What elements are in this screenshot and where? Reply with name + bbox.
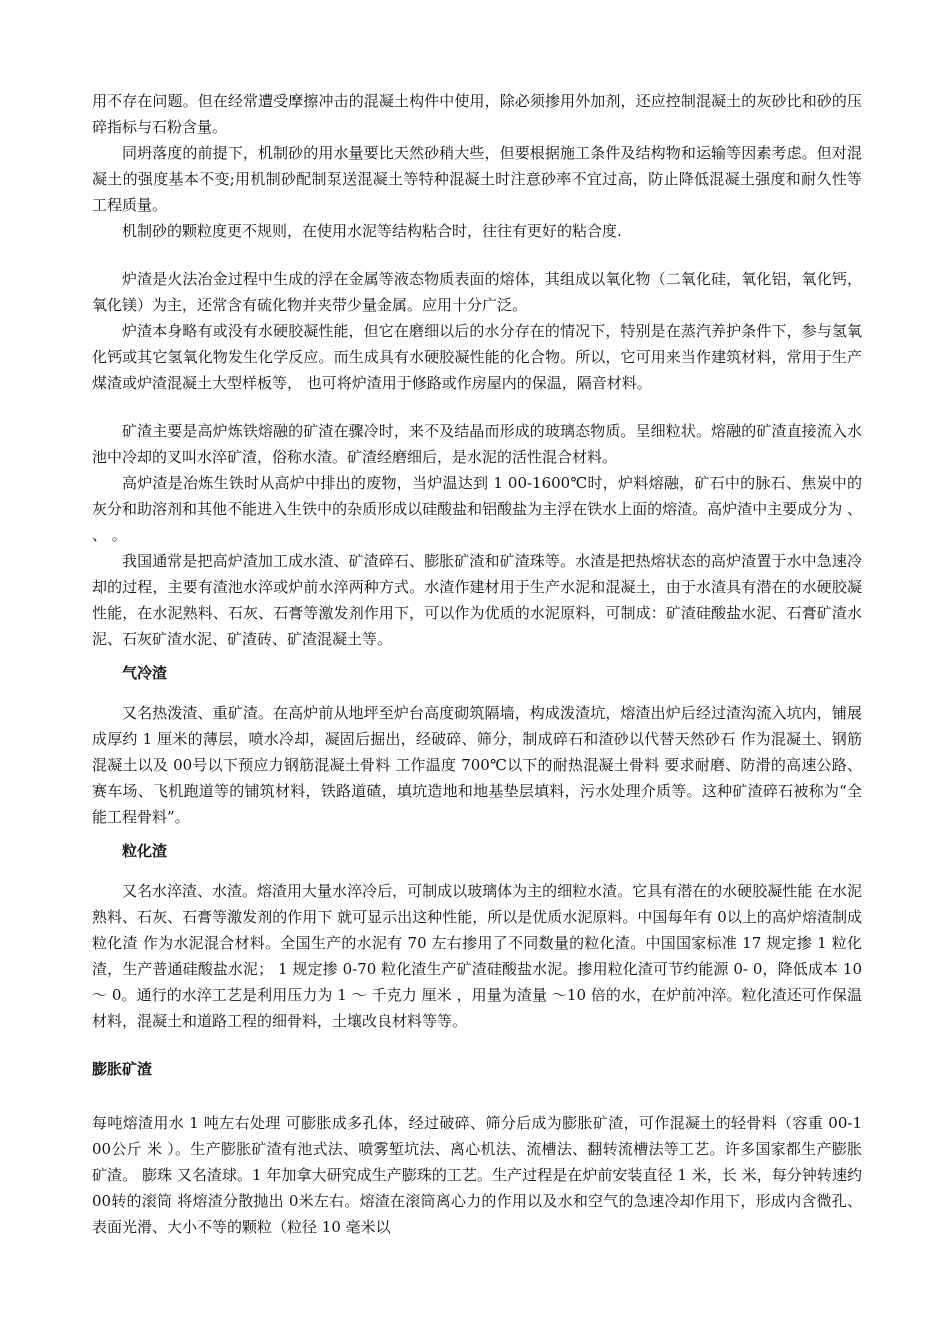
paragraph: 炉渣是火法冶金过程中生成的浮在金属等液态物质表面的熔体，其组成以氧化物（二氧化硅，氧化铝，氧化钙，氧化镁）为主，还常含有硫化物并夹带少量金属。应用十分广泛。 (92, 270, 862, 314)
paragraph: 用不存在问题。但在经常遭受摩擦冲击的混凝土构件中使用，除必须掺用外加剂，还应控制混凝土的灰砂比和砂的压碎指标与石粉含量。 (92, 92, 862, 136)
paragraph: 矿渣主要是高炉炼铁熔融的矿渣在骤冷时，来不及结晶而形成的玻璃态物质。呈细粒状。熔融的矿渣直接流入水池中冷却的叉叫水淬矿渣，俗称水渣。矿渣经磨细后，是水泥的活性混合材料。 (92, 422, 862, 466)
paragraph: 炉渣本身略有或没有水硬胶凝性能，但它在磨细以后的水分存在的情况下，特别是在蒸汽养护条件下，参与氢氧化钙或其它氢氧化物发生化学反应。而生成具有水硬胶凝性能的化合物。所以，它可用来当作建筑材料，常用于生产煤渣或炉渣混凝土大型样板等， 也可将炉渣用于修路或作房屋内的保温，隔音材料。 (92, 322, 862, 392)
paragraph: 每吨熔渣用水 1 吨左右处理 可膨胀成多孔体，经过破碎、筛分后成为膨胀矿渣，可作混凝土的轻骨料（容重 00-1 00公斤 米 ）。生产膨胀矿渣有池式法、喷雾堑坑法、离心机法、流槽法、翻转流槽法等工艺。许多国家都生产膨胀矿渣。 膨珠 又名渣球。1 年加拿大研究成生产膨珠的工艺。生产过程是在炉前安装直径 1 米，长 米，每分钟转速约 00转的滚筒 将熔渣分散抛出 0米左右。熔渣在滚筒离心力的作用以及水和空气的急速冷却作用下，形成内含微孔、表面光滑、大小不等的颗粒（粒径 10 毫米以 (92, 1114, 862, 1236)
paragraph: 又名水淬渣、水渣。熔渣用大量水淬冷后，可制成以玻璃体为主的细粒水渣。它具有潜在的水硬胶凝性能 在水泥熟料、石灰、石膏等激发剂的作用下 就可显示出这种性能，所以是优质水泥原料。中国每年有 0以上的高炉熔渣制成粒化渣 作为水泥混合材料。全国生产的水泥有 70 左右掺用了不同数量的粒化渣。中国国家标准 17 规定掺 1 粒化渣，生产普通硅酸盐水泥； 1 规定掺 0-70 粒化渣生产矿渣硅酸盐水泥。掺用粒化渣可节约能源 0- 0，降低成本 10～ 0。通行的水淬工艺是利用压力为 1 ～ 千克力 厘米 ，用量为渣量 ～10 倍的水，在炉前冲淬。粒化渣还可作保温材料，混凝土和道路工程的细骨料，土壤改良材料等等。 (92, 882, 862, 1030)
paragraph: 又名热泼渣、重矿渣。在高炉前从地坪至炉台高度砌筑隔墙，构成泼渣坑，熔渣出炉后经过渣沟流入坑内，铺展成厚约 1 厘米的薄层，喷水冷却，凝固后掘出，经破碎、筛分，制成碎石和渣砂以代替天然砂石 作为混凝土、钢筋混凝土以及 00号以下预应力钢筋混凝土骨料 工作温度 700℃以下的耐热混凝土骨料 要求耐磨、防滑的高速公路、赛车场、飞机跑道等的铺筑材料，铁路道碴，填坑造地和地基垫层填料，污水处理介质等。这种矿渣碎石被称为“全能工程骨料”。 (92, 704, 862, 826)
paragraph: 我国通常是把高炉渣加工成水渣、矿渣碎石、膨胀矿渣和矿渣珠等。水渣是把热熔状态的高炉渣置于水中急速冷却的过程，主要有渣池水淬或炉前水淬两种方式。水渣作建材用于生产水泥和混凝土，由于水渣具有潜在的水硬胶凝性能，在水泥熟料、石灰、石膏等激发剂作用下，可以作为优质的水泥原料，可制成：矿渣硅酸盐水泥、石膏矿渣水泥、石灰矿渣水泥、矿渣砖、矿渣混凝土等。 (92, 552, 862, 648)
paragraph: 同坍落度的前提下，机制砂的用水量要比天然砂稍大些，但要根据施工条件及结构物和运输等因素考虑。但对混凝土的强度基本不变;用机制砂配制泵送混凝土等特种混凝土时注意砂率不宜过高，防止降低混凝土强度和耐久性等工程质量。 (92, 144, 862, 214)
section-heading: 粒化渣 (122, 842, 168, 860)
paragraph: 高炉渣是冶炼生铁时从高炉中排出的废物，当炉温达到 1 00-1600℃时，炉料熔融，矿石中的脉石、焦炭中的灰分和助溶剂和其他不能进入生铁中的杂质形成以硅酸盐和铝酸盐为主浮在铁水上面的熔渣。高炉渣中主要成分为 、 、 。 (92, 474, 862, 544)
section-heading: 气冷渣 (122, 664, 168, 682)
section-heading: 膨胀矿渣 (92, 1060, 153, 1078)
paragraph: 机制砂的颗粒度更不规则，在使用水泥等结构粘合时，往往有更好的粘合度. (122, 222, 622, 240)
document-body (92, 88, 862, 1240)
